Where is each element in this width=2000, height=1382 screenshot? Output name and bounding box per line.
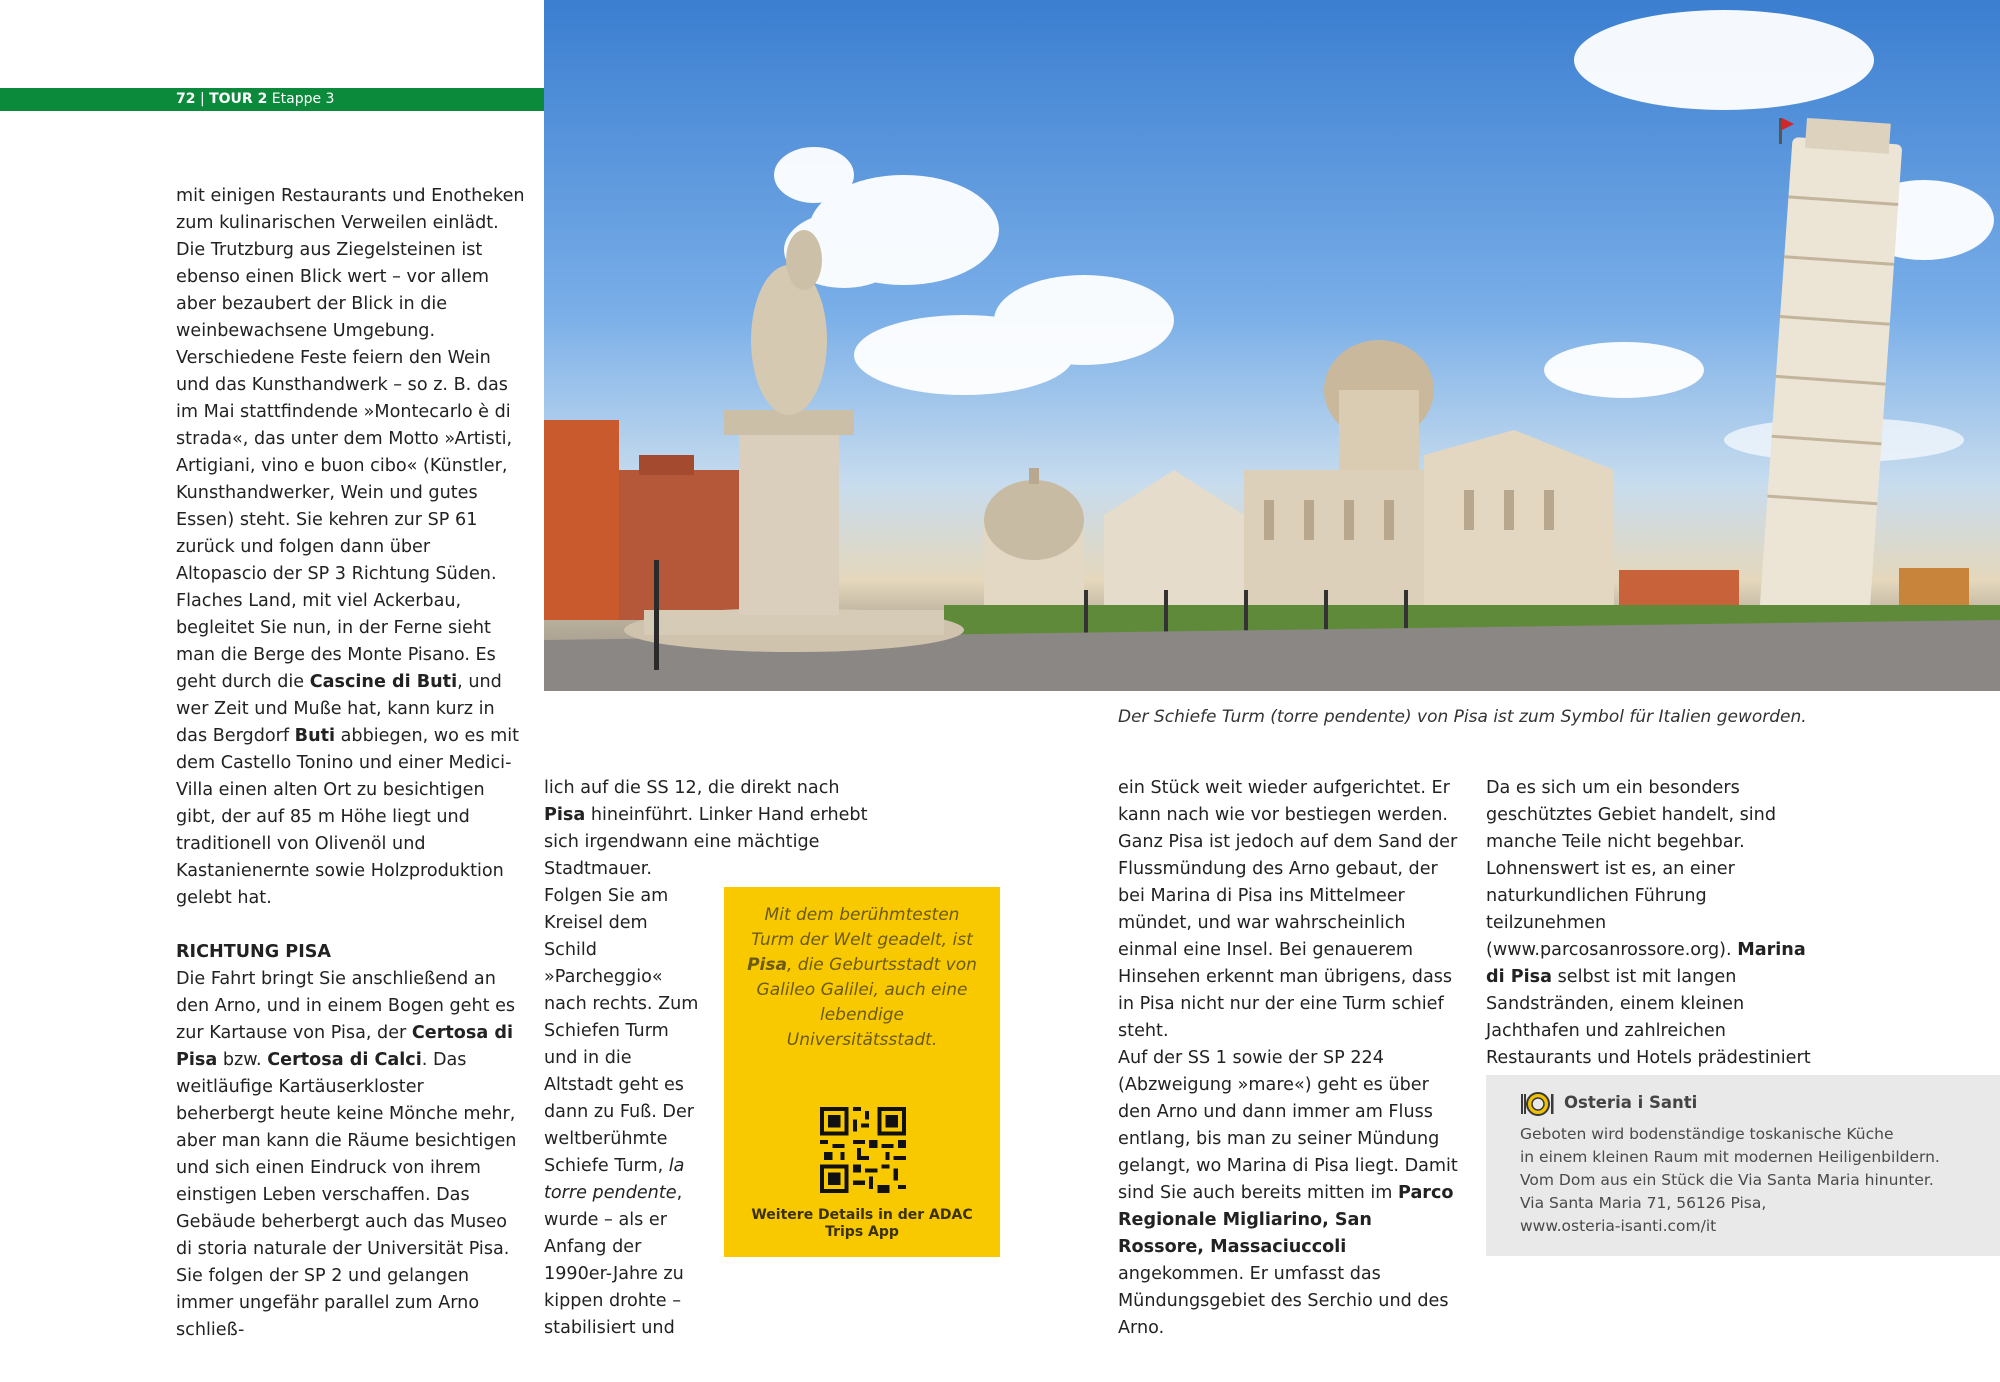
text-run: Mit dem berühmtesten Turm der Welt geadelt, ist: [751, 905, 973, 950]
text-column-3: [1118, 775, 1458, 1342]
tip-line: in einem kleinen Raum mit modernen Heiligenbildern.: [1520, 1148, 1940, 1166]
qr-code-icon[interactable]: [820, 1107, 906, 1193]
paragraph: [544, 883, 704, 1342]
text-run: , die Geburtsstadt von Galileo Galilei, auch eine lebendige Universitätsstadt.: [756, 955, 977, 1050]
paragraph: [1486, 775, 1826, 1099]
text-run: mit einigen Restaurants und Enotheken zum kulinarischen Verweilen einlädt. Die Trutzburg aus Ziegelsteinen ist ebenso einen Blick wert – vor allem aber bezaubert der Blick in die weinbewachsene Umgebung. Verschiedene Feste feiern den Wein und das Kunsthandwerk – so z. B. das im Mai stattfindende »Montecarlo è di strada«, das unter dem Motto »Artisti, Artigiani, vino e buon cibo« (Künstler, Kunsthandwerker, Wein und gutes Essen) steht. Sie kehren zur SP 61 zurück und folgen dann über Altopascio der SP 3 Richtung Süden. Flaches Land, mit viel Ackerbau, begleitet Sie nun, in der Ferne sieht man die Berge des Monte Pisano. Es geht durch die: [176, 186, 525, 692]
text-run: , wurde – als er Anfang der 1990er-Jahre zu kippen drohte – stabilisiert und: [544, 1183, 684, 1338]
text-column-1: [176, 183, 526, 1344]
highlight-quote: [744, 903, 980, 1053]
section-heading: RICHTUNG PISA: [176, 942, 332, 962]
place-name: Pisa: [747, 955, 787, 975]
page-header-bar: [0, 88, 544, 111]
text-run: abbiegen, wo es mit dem Castello Tonino und einer Medici-Villa einen alten Ort zu besichtigen gibt, der auf 85 m Höhe liegt und traditionell von Olivenöl und Kastanienernte sowie Holzproduktion gelebt hat.: [176, 726, 520, 908]
text-run: Die Fahrt bringt Sie anschließend an den Arno, und in einem Bogen geht es zur Kartause von Pisa, der: [176, 969, 516, 1043]
text-run: Da es sich um ein besonders geschütztes Gebiet handelt, sind manche Teile nicht begehbar. Lohnenswert ist es, an einer naturkundlichen Führung teilzunehmen (www.parcosanrossore.org).: [1486, 778, 1776, 960]
text-run: selbst ist mit langen Sandstränden, einem kleinen Jachthafen und zahlreichen Restaurants und Hotels prädestiniert: [1486, 967, 1811, 1068]
photo-caption: Der Schiefe Turm (torre pendente) von Pisa ist zum Symbol für Italien geworden.: [1118, 707, 1807, 727]
place-name: Certosa di Calci: [267, 1050, 422, 1070]
tour-label: TOUR 2: [209, 91, 268, 107]
paragraph: [1118, 1045, 1458, 1342]
text-run: Auf der SS 1 sowie der SP 224 (Abzweigung »mare«) geht es über den Arno und dann immer am Fluss entlang, bis man zu seiner Mündung gelangt, wo Marina di Pisa liegt. Damit sind Sie auch bereits mitten im: [1118, 1048, 1458, 1203]
paragraph: [176, 966, 526, 1263]
restaurant-description: [1520, 1123, 1980, 1238]
page-number: 72: [176, 91, 196, 107]
italic-term: la torre pendente: [544, 1156, 685, 1203]
text-run: , und wer Zeit und Muße hat, kann kurz in das Bergdorf: [176, 672, 502, 746]
paragraph: [544, 775, 884, 883]
text-run: angekommen. Er umfasst das Mündungsgebiet des Serchio und des Arno.: [1118, 1264, 1449, 1338]
paragraph: ein Stück weit wieder aufgerichtet. Er kann nach wie vor bestiegen werden. Ganz Pisa ist jedoch auf dem Sand der Flussmündung des Arno gebaut, der bei Marina di Pisa ins Mittelmeer mündet, und war wahrscheinlich einmal eine Insel. Bei genauerem Hinsehen erkennt man übrigens, dass in Pisa nicht nur der eine Turm schief steht.: [1118, 778, 1458, 1041]
text-run: lich auf die SS 12, die direkt nach: [544, 778, 840, 798]
place-name: Parco Regionale Migliarino, San Rossore, Massaciuccoli: [1118, 1183, 1454, 1257]
restaurant-name: Osteria i Santi: [1564, 1093, 1698, 1112]
place-name: Certosa di Pisa: [176, 1023, 513, 1070]
highlight-box: [724, 887, 1000, 1257]
text-run: Folgen Sie am Kreisel dem Schild »Parcheggio« nach rechts. Zum Schiefen Turm und in die Altstadt geht es dann zu Fuß. Der weltberühmte Schiefe Turm,: [544, 886, 699, 1176]
place-name: Marina di Pisa: [1486, 940, 1806, 987]
paragraph: Sie folgen der SP 2 und gelangen immer ungefähr parallel zum Arno schließ-: [176, 1266, 480, 1340]
restaurant-plate-icon: [1520, 1091, 1554, 1117]
restaurant-address: Via Santa Maria 71, 56126 Pisa,: [1520, 1194, 1767, 1212]
tip-line: Vom Dom aus ein Stück die Via Santa Maria hinunter.: [1520, 1171, 1934, 1189]
stage-label: Etappe 3: [271, 91, 335, 107]
text-run: hineinführt. Linker Hand erhebt sich irgendwann eine mächtige Stadtmauer.: [544, 805, 868, 879]
place-name: Cascine di Buti: [309, 672, 458, 692]
place-name: Pisa: [544, 805, 586, 825]
text-run: bzw.: [217, 1050, 268, 1070]
app-hint: Weitere Details in der ADAC Trips App: [751, 1207, 973, 1240]
paragraph: [176, 183, 526, 912]
restaurant-tip-box: [1486, 1075, 2000, 1256]
tip-line: Geboten wird bodenständige toskanische Küche: [1520, 1125, 1894, 1143]
text-run: . Das weitläufige Kartäuserkloster beherbergt heute keine Mönche mehr, aber man kann die Räume besichtigen und sich einen Eindruck von ihrem einstigen Leben verschaffen. Das Gebäude beherbergt auch das Museo di storia naturale der Universität Pisa.: [176, 1050, 517, 1259]
pisa-photo: [544, 0, 2000, 691]
header-separator: |: [199, 91, 205, 107]
pisa-illustration: [544, 0, 2000, 691]
text-column-4: [1486, 775, 1826, 1099]
restaurant-website[interactable]: www.osteria-isanti.com/it: [1520, 1217, 1717, 1235]
place-name: Buti: [294, 726, 336, 746]
